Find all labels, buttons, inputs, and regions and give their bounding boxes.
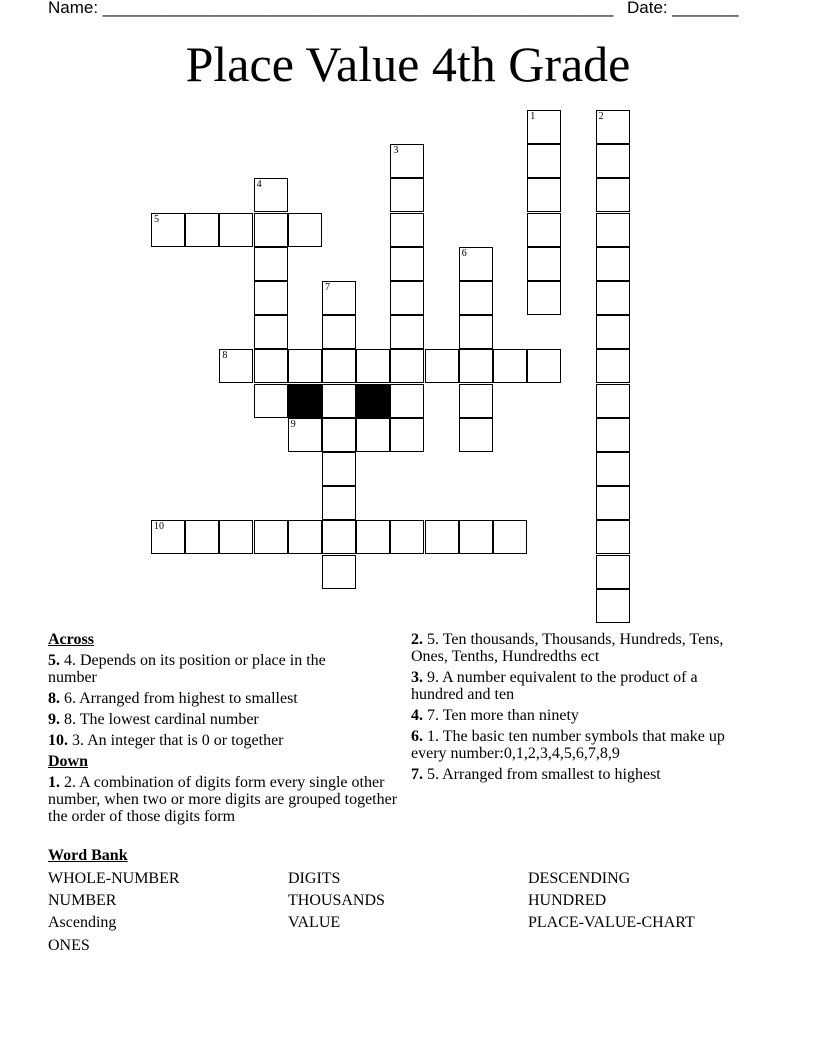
grid-cell[interactable] (390, 213, 424, 247)
grid-cell[interactable] (390, 384, 424, 418)
clue-number: 2 (598, 111, 604, 122)
grid-cell[interactable] (596, 349, 630, 383)
across-clue-5: 5. 4. Depends on its position or place in the number (48, 652, 326, 686)
grid-cell[interactable] (459, 418, 493, 452)
page-title: Place Value 4th Grade (185, 36, 631, 92)
grid-cell[interactable] (596, 144, 630, 178)
grid-cell[interactable] (596, 555, 630, 589)
grid-cell[interactable] (459, 520, 493, 554)
grid-cell[interactable] (596, 589, 630, 623)
word-bank-item: DIGITS (288, 870, 341, 887)
word-bank-item: Ascending (48, 914, 117, 931)
clue-number: 4 (256, 179, 262, 191)
word-bank-item: NUMBER (48, 892, 117, 909)
word-bank-item: DESCENDING (528, 870, 631, 887)
grid-cell[interactable] (322, 555, 356, 589)
grid-cell[interactable] (151, 520, 185, 554)
grid-cell[interactable] (254, 247, 288, 281)
grid-cell[interactable] (356, 418, 390, 452)
grid-cell[interactable] (596, 315, 630, 349)
grid-cell[interactable] (288, 349, 322, 383)
grid-cell[interactable] (459, 281, 493, 315)
grid-cell[interactable] (527, 247, 561, 281)
clue-number: 8 (222, 350, 228, 362)
grid-cell[interactable] (356, 349, 390, 383)
grid-cell[interactable] (254, 349, 288, 383)
grid-cell[interactable] (390, 144, 424, 178)
clue-number: 5 (154, 213, 159, 225)
down-clue-2: 2. 5. Ten thousands, Thousands, Hundreds, Tens, Ones, Tenths, Hundredths ect (411, 631, 724, 665)
grid-cell[interactable] (254, 178, 288, 212)
down-clue-6: 6. 1. The basic ten number symbols that make up every number:0,1,2,3,4,5,6,7,8,9 (411, 728, 725, 762)
down-clue-1: 1. 2. A combination of digits form every single other number, when two or more digits are grouped together the order of those digits form (48, 774, 398, 825)
grid-cell[interactable] (322, 452, 356, 486)
grid-cell[interactable] (596, 452, 630, 486)
grid-cell[interactable] (390, 281, 424, 315)
grid-cell[interactable] (459, 247, 493, 281)
name-field: Name: ______________________________________________________ (48, 0, 614, 17)
down-clue-4: 4. 7. Ten more than ninety (411, 707, 579, 724)
grid-cell[interactable] (596, 213, 630, 247)
grid-cell[interactable] (322, 418, 356, 452)
grid-cell[interactable] (322, 486, 356, 520)
date-field: Date: _______ (627, 0, 739, 17)
grid-cell[interactable] (596, 178, 630, 212)
grid-cell[interactable] (425, 349, 459, 383)
black-cell (356, 384, 390, 418)
grid-cell[interactable] (254, 281, 288, 315)
grid-cell[interactable] (596, 281, 630, 315)
grid-cell[interactable] (322, 315, 356, 349)
word-bank-item: VALUE (288, 914, 341, 931)
grid-cell[interactable] (288, 520, 322, 554)
grid-cell[interactable] (596, 247, 630, 281)
grid-cell[interactable] (254, 384, 288, 418)
grid-cell[interactable] (185, 213, 219, 247)
grid-cell[interactable] (390, 520, 424, 554)
grid-cell[interactable] (322, 384, 356, 418)
grid-cell[interactable] (459, 349, 493, 383)
clue-number: 1 (530, 111, 536, 122)
clues-right (411, 631, 751, 787)
grid-cell[interactable] (390, 247, 424, 281)
grid-cell[interactable] (596, 486, 630, 520)
grid-cell[interactable] (493, 520, 527, 554)
grid-cell[interactable] (390, 349, 424, 383)
down-clue-3: 3. 9. A number equivalent to the product of a hundred and ten (411, 669, 698, 703)
word-bank-item: ONES (48, 937, 90, 954)
grid-cell[interactable] (596, 110, 630, 144)
grid-cell[interactable] (493, 349, 527, 383)
clue-number: 7 (325, 282, 330, 293)
grid-cell[interactable] (390, 418, 424, 452)
clue-number: 9 (290, 418, 296, 430)
across-heading: Across (48, 631, 94, 648)
grid-cell[interactable] (527, 178, 561, 212)
word-bank-item: THOUSANDS (288, 892, 385, 909)
grid-cell[interactable] (322, 281, 356, 315)
word-bank-item: WHOLE-NUMBER (48, 870, 180, 887)
grid-cell[interactable] (151, 213, 185, 247)
word-bank-item: PLACE-VALUE-CHART (528, 914, 695, 931)
grid-cell[interactable] (322, 349, 356, 383)
grid-cell[interactable] (527, 213, 561, 247)
grid-cell[interactable] (254, 315, 288, 349)
clue-number: 3 (393, 145, 399, 157)
word-bank-heading: Word Bank (48, 847, 128, 864)
grid-cell[interactable] (254, 520, 288, 554)
grid-cell[interactable] (596, 520, 630, 554)
grid-cell[interactable] (527, 110, 561, 144)
word-bank-item: HUNDRED (528, 892, 607, 909)
clues-left (48, 631, 398, 829)
black-cell (288, 384, 322, 418)
grid-cell[interactable] (527, 144, 561, 178)
grid-cell[interactable] (356, 520, 390, 554)
grid-cell[interactable] (527, 281, 561, 315)
grid-cell[interactable] (288, 213, 322, 247)
grid-cell[interactable] (254, 213, 288, 247)
grid-cell[interactable] (288, 418, 322, 452)
down-heading: Down (48, 753, 89, 770)
grid-cell[interactable] (459, 384, 493, 418)
grid-cell[interactable] (219, 520, 253, 554)
down-clue-7: 7. 5. Arranged from smallest to highest (411, 766, 661, 783)
clue-number: 10 (154, 521, 164, 533)
grid-cell[interactable] (596, 384, 630, 418)
grid-cell[interactable] (219, 349, 253, 383)
across-clue-10: 10. 3. An integer that is 0 or together (48, 732, 284, 749)
grid-cell[interactable] (390, 178, 424, 212)
grid-cell[interactable] (219, 213, 253, 247)
grid-cell[interactable] (425, 520, 459, 554)
clue-number: 6 (461, 247, 467, 259)
grid-cell[interactable] (459, 315, 493, 349)
grid-cell[interactable] (322, 520, 356, 554)
across-clue-9: 9. 8. The lowest cardinal number (48, 711, 259, 728)
grid-cell[interactable] (390, 315, 424, 349)
grid-cell[interactable] (527, 349, 561, 383)
grid-cell[interactable] (185, 520, 219, 554)
across-clue-8: 8. 6. Arranged from highest to smallest (48, 690, 298, 707)
grid-cell[interactable] (596, 418, 630, 452)
